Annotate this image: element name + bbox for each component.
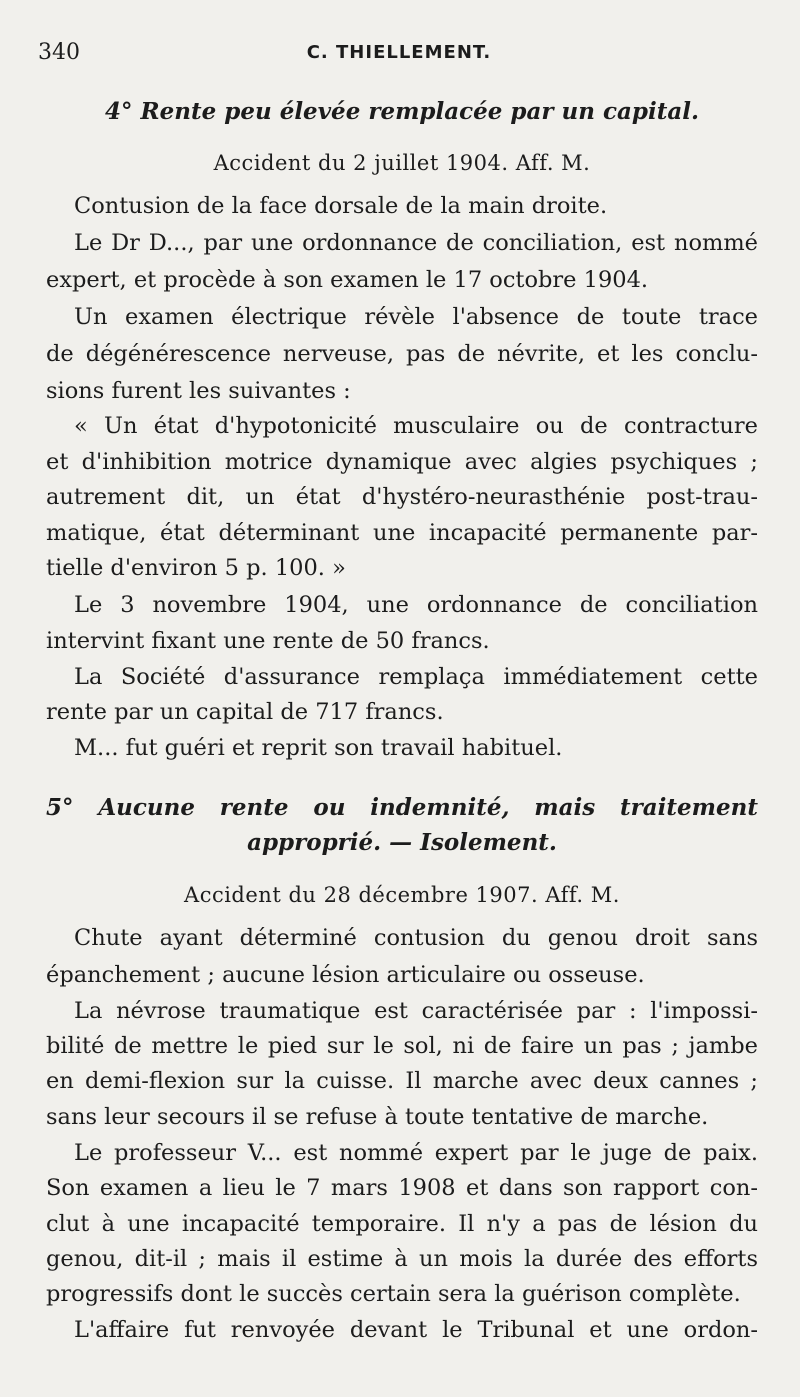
section-heading-line: 4° Rente peu élevée remplacée par un capital. bbox=[105, 98, 699, 125]
text-line: de dégénérescence nerveuse, pas de névrite, et les conclu- bbox=[46, 341, 758, 367]
text-line: sions furent les suivantes : bbox=[46, 378, 351, 404]
running-header bbox=[38, 40, 760, 74]
text-line: Le professeur V... est nommé expert par le juge de paix. bbox=[74, 1140, 758, 1166]
text-line: expert, et procède à son examen le 17 octobre 1904. bbox=[46, 267, 649, 293]
text-line: Contusion de la face dorsale de la main droite. bbox=[74, 193, 608, 219]
text-line: Chute ayant déterminé contusion du genou droit sans bbox=[74, 925, 758, 951]
text-line: progressifs dont le succès certain sera la guérison complète. bbox=[46, 1281, 741, 1307]
text-line: autrement dit, un état d'hystéro-neurasthénie post-trau- bbox=[46, 484, 758, 510]
text-line: tielle d'environ 5 p. 100. » bbox=[46, 555, 346, 581]
section-heading-line: approprié. — Isolement. bbox=[247, 829, 557, 856]
text-line: matique, état déterminant une incapacité permanente par- bbox=[46, 520, 758, 546]
case-title-line: Accident du 2 juillet 1904. Aff. M. bbox=[213, 151, 591, 175]
text-line: épanchement ; aucune lésion articulaire ou osseuse. bbox=[46, 962, 645, 988]
text-line: La névrose traumatique est caractérisée par : l'impossi- bbox=[74, 998, 758, 1024]
text-line: Le 3 novembre 1904, une ordonnance de conciliation bbox=[74, 592, 758, 618]
text-line: M... fut guéri et reprit son travail habituel. bbox=[74, 735, 563, 761]
page-number: 340 bbox=[38, 40, 80, 65]
text-line: genou, dit-il ; mais il estime à un mois la durée des efforts bbox=[46, 1246, 758, 1272]
text-line: bilité de mettre le pied sur le sol, ni de faire un pas ; jambe bbox=[46, 1033, 758, 1059]
text-line: Son examen a lieu le 7 mars 1908 et dans son rapport con- bbox=[46, 1175, 758, 1201]
text-line: « Un état d'hypotonicité musculaire ou de contracture bbox=[74, 413, 758, 439]
text-line: en demi-flexion sur la cuisse. Il marche avec deux cannes ; bbox=[46, 1068, 758, 1094]
text-line: sans leur secours il se refuse à toute tentative de marche. bbox=[46, 1104, 709, 1130]
section-heading-line: 5° Aucune rente ou indemnité, mais traitement bbox=[46, 794, 758, 821]
text-line: L'affaire fut renvoyée devant le Tribunal et une ordon- bbox=[74, 1317, 758, 1343]
text-line: rente par un capital de 717 francs. bbox=[46, 699, 444, 725]
text-line: intervint fixant une rente de 50 francs. bbox=[46, 628, 490, 654]
running-title: C. THIELLEMENT. bbox=[306, 42, 492, 63]
text-line: La Société d'assurance remplaça immédiatement cette bbox=[74, 664, 758, 690]
case-title-line: Accident du 28 décembre 1907. Aff. M. bbox=[184, 883, 620, 907]
text-line: clut à une incapacité temporaire. Il n'y a pas de lésion du bbox=[46, 1211, 758, 1237]
text-line: Le Dr D..., par une ordonnance de conciliation, est nommé bbox=[74, 230, 758, 256]
text-line: Un examen électrique révèle l'absence de toute trace bbox=[74, 304, 758, 330]
text-line: et d'inhibition motrice dynamique avec algies psychiques ; bbox=[46, 449, 758, 475]
